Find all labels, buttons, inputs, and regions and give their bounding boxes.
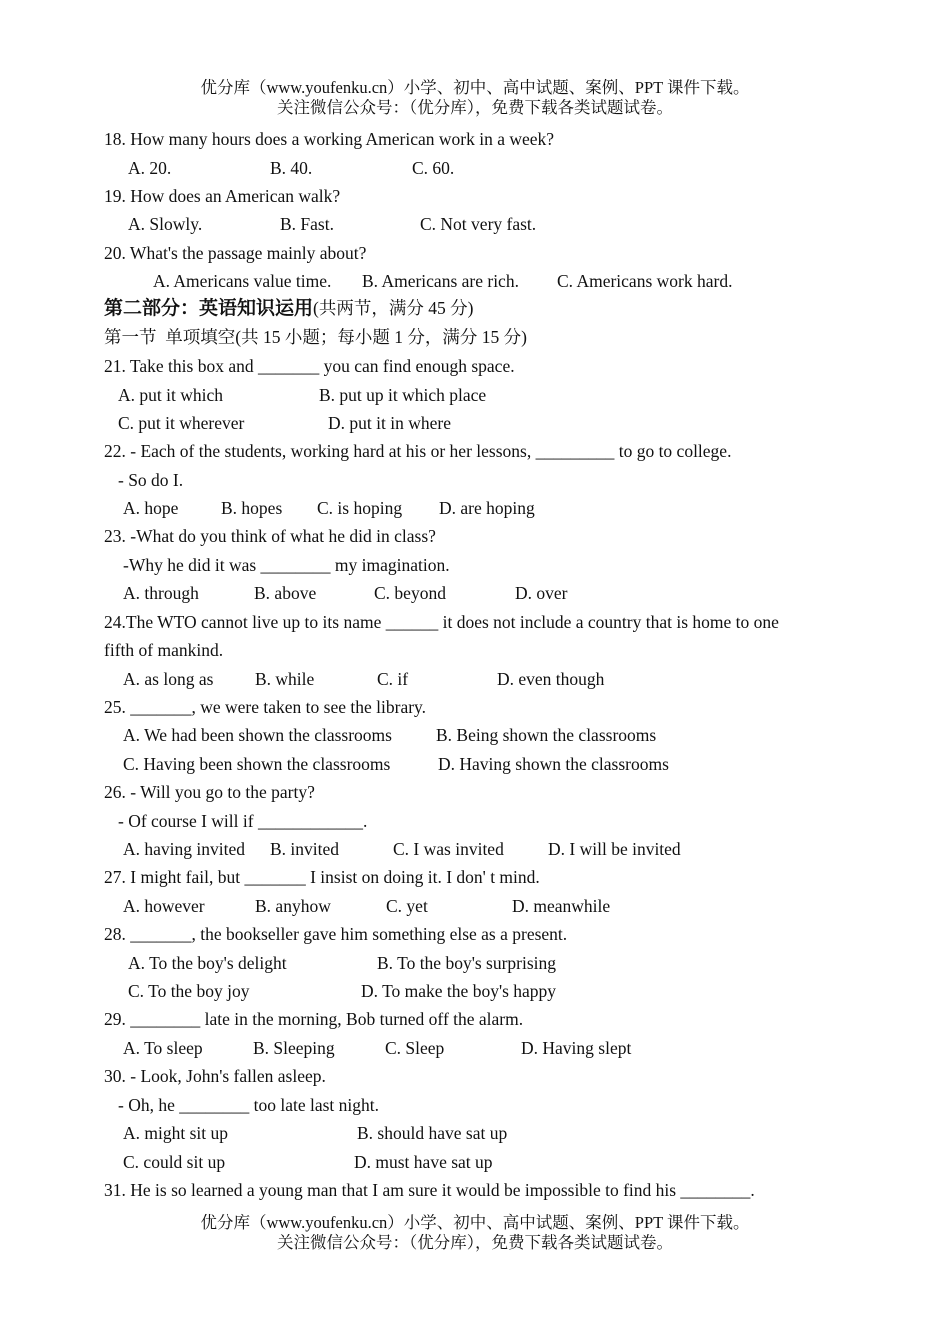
question-27-stem: 27. I might fail, but _______ I insist on doing it. I don' t mind.	[104, 867, 540, 887]
section-2-title	[104, 297, 473, 320]
question-30-option-d: D. must have sat up	[354, 1152, 493, 1172]
page-header-line2: 关注微信公众号：（优分库），免费下载各类试题试卷。	[277, 98, 673, 117]
question-19-option-a: A. Slowly.	[128, 214, 203, 234]
question-25-option-b: B. Being shown the classrooms	[436, 725, 657, 745]
question-23-option-c: C. beyond	[374, 583, 446, 603]
section-2-subtitle: 第一节 单项填空(共 15 小题；每小题 1 分，满分 15 分)	[104, 327, 527, 347]
question-22-stem-2: - So do I.	[118, 470, 184, 490]
question-24-stem: 24.The WTO cannot live up to its name ______ it does not include a country that is home to one	[104, 612, 779, 632]
question-27-option-d: D. meanwhile	[512, 896, 611, 916]
question-26-stem: 26. - Will you go to the party?	[104, 782, 315, 802]
question-20-option-a: A. Americans value time.	[153, 271, 332, 291]
question-30-option-a: A. might sit up	[123, 1123, 229, 1143]
section-2-title-bold: 第二部分：英语知识运用	[104, 298, 314, 319]
question-23-option-a: A. through	[123, 583, 199, 603]
question-24-option-d: D. even though	[497, 669, 605, 689]
question-21-option-a: A. put it which	[118, 385, 223, 405]
question-21-option-d: D. put it in where	[328, 413, 451, 433]
question-29-option-d: D. Having slept	[521, 1038, 632, 1058]
question-20-option-b: B. Americans are rich.	[362, 271, 519, 291]
question-26-option-b: B. invited	[270, 839, 340, 859]
question-22-option-c: C. is hoping	[317, 498, 403, 518]
question-18-stem: 18. How many hours does a working American work in a week?	[104, 129, 555, 149]
question-20-option-c: C. Americans work hard.	[557, 271, 733, 291]
question-23-stem: 23. -What do you think of what he did in class?	[104, 526, 436, 546]
question-26-stem-2: - Of course I will if ____________.	[118, 811, 368, 831]
question-30-option-c: C. could sit up	[123, 1152, 226, 1172]
question-25-stem: 25. _______, we were taken to see the library.	[104, 697, 427, 717]
question-24-stem-2: fifth of mankind.	[104, 640, 224, 660]
question-23-option-b: B. above	[254, 583, 317, 603]
question-29-stem: 29. ________ late in the morning, Bob turned off the alarm.	[104, 1009, 524, 1029]
question-25-option-a: A. We had been shown the classrooms	[123, 725, 392, 745]
section-2-title-rest: (共两节，满分 45 分)	[313, 298, 474, 318]
question-18-option-a: A. 20.	[128, 158, 172, 178]
question-19-option-b: B. Fast.	[280, 214, 334, 234]
question-31-stem: 31. He is so learned a young man that I am sure it would be impossible to find his ________.	[104, 1180, 755, 1200]
page-header-line1: 优分库（www.youfenku.cn）小学、初中、高中试题、案例、PPT 课件下载。	[200, 78, 750, 97]
page-footer-line1: 优分库（www.youfenku.cn）小学、初中、高中试题、案例、PPT 课件下载。	[200, 1213, 750, 1232]
question-29-option-a: A. To sleep	[123, 1038, 203, 1058]
question-21-stem: 21. Take this box and _______ you can find enough space.	[104, 356, 515, 376]
question-21-option-b: B. put up it which place	[319, 385, 487, 405]
question-24-option-a: A. as long as	[123, 669, 214, 689]
question-28-option-c: C. To the boy joy	[128, 981, 250, 1001]
question-22-option-a: A. hope	[123, 498, 179, 518]
question-27-option-c: C. yet	[386, 896, 428, 916]
question-22-option-b: B. hopes	[221, 498, 283, 518]
question-28-option-b: B. To the boy's surprising	[377, 953, 557, 973]
question-25-option-c: C. Having been shown the classrooms	[123, 754, 391, 774]
question-20-stem: 20. What's the passage mainly about?	[104, 243, 367, 263]
question-30-stem-2: - Oh, he ________ too late last night.	[118, 1095, 380, 1115]
page-footer-line2: 关注微信公众号：（优分库），免费下载各类试题试卷。	[277, 1233, 673, 1252]
question-28-option-a: A. To the boy's delight	[128, 953, 287, 973]
question-26-option-a: A. having invited	[123, 839, 245, 859]
question-29-option-b: B. Sleeping	[253, 1038, 335, 1058]
question-19-stem: 19. How does an American walk?	[104, 186, 341, 206]
question-23-option-d: D. over	[515, 583, 568, 603]
question-27-option-b: B. anyhow	[255, 896, 331, 916]
question-19-option-c: C. Not very fast.	[420, 214, 537, 234]
question-27-option-a: A. however	[123, 896, 205, 916]
question-25-option-d: D. Having shown the classrooms	[438, 754, 669, 774]
question-22-stem: 22. - Each of the students, working hard at his or her lessons, _________ to go to college.	[104, 441, 732, 461]
question-24-option-b: B. while	[255, 669, 315, 689]
question-29-option-c: C. Sleep	[385, 1038, 445, 1058]
question-30-stem: 30. - Look, John's fallen asleep.	[104, 1066, 326, 1086]
question-26-option-d: D. I will be invited	[548, 839, 681, 859]
question-26-option-c: C. I was invited	[393, 839, 504, 859]
question-22-option-d: D. are hoping	[439, 498, 535, 518]
question-21-option-c: C. put it wherever	[118, 413, 245, 433]
question-18-option-b: B. 40.	[270, 158, 313, 178]
question-28-stem: 28. _______, the bookseller gave him something else as a present.	[104, 924, 568, 944]
question-28-option-d: D. To make the boy's happy	[361, 981, 557, 1001]
question-24-option-c: C. if	[377, 669, 409, 689]
question-23-stem-2: -Why he did it was ________ my imagination.	[123, 555, 450, 575]
question-30-option-b: B. should have sat up	[357, 1123, 508, 1143]
question-18-option-c: C. 60.	[412, 158, 455, 178]
